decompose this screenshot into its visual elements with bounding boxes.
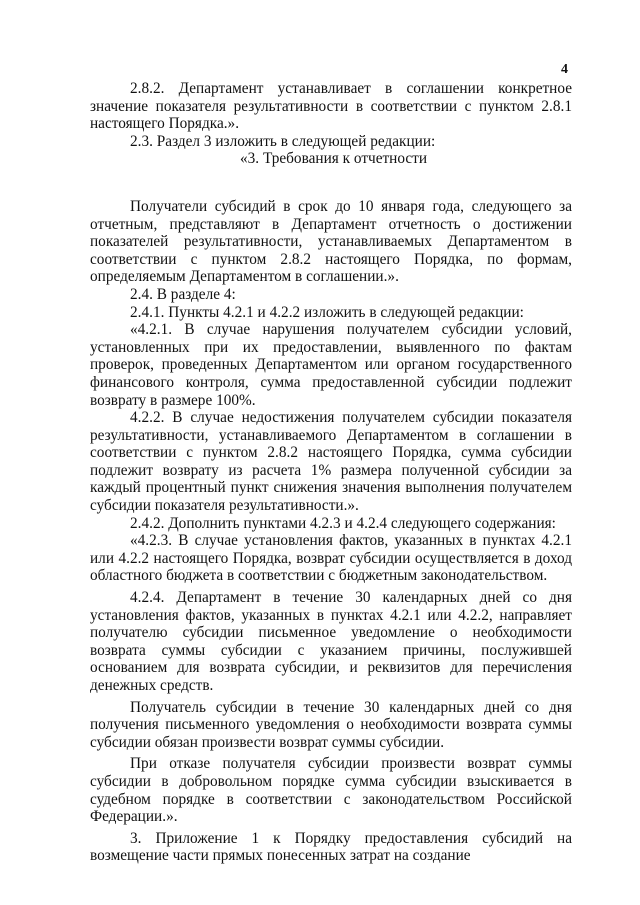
paragraph-2-8-2: 2.8.2. Департамент устанавливает в соглашении конкретное значение показателя результативности в соответствии с пунктом 2.8.1 настоящего Порядка.». — [90, 80, 572, 133]
paragraph-2-3: 2.3. Раздел 3 изложить в следующей редакции: — [130, 132, 436, 150]
paragraph-reporting: Получатели субсидий в срок до 10 января года, следующего за отчетным, представляют в Департамент отчетность о достижении показателей результативности, устанавливаемых Департаментом в соответствии с пунктом 2.8.2 настоящего Порядка, по формам, определяемым Департаментом в соглашении.». — [90, 197, 572, 286]
document-body — [90, 80, 572, 865]
paragraph-4-2-2: 4.2.2. В случае недостижения получателем субсидии показателя результативности, устанавливаемого Департаментом в соглашении в соответствии с пунктом 2.8.2 настоящего Порядка, сумма субсидии подлежит возврату из расчета 1% размера полученной субсидии за каждый процентный пункт снижения значения выполнения получателем субсидии показателя результативности.». — [90, 409, 572, 515]
paragraph-4-2-4: 4.2.4. Департамент в течение 30 календарных дней со дня установления фактов, указанных в пунктах 4.2.1 или 4.2.2, направляет получателю субсидии письменное уведомление о необходимости возврата суммы субсидии с указанием причины, послужившей основанием для возврата субсидии, и реквизитов для перечисления денежных средств. — [90, 589, 572, 694]
paragraph-recipient-return: Получатель субсидии в течение 30 календарных дней со дня получения письменного уведомления о необходимости возврата суммы субсидии обязан произвести возврат суммы субсидии. — [90, 698, 572, 751]
paragraph-refusal: При отказе получателя субсидии произвести возврат суммы субсидии в добровольном порядке сумма субсидии взыскивается в судебном порядке в соответствии с законодательством Российской Федерации.». — [90, 755, 572, 826]
page-number: 4 — [561, 62, 568, 77]
paragraph-4-2-3: «4.2.3. В случае установления фактов, указанных в пунктах 4.2.1 или 4.2.2 настоящего Порядка, возврат субсидии осуществляется в доход областного бюджета в соответствии с бюджетным законодательством. — [90, 532, 572, 585]
paragraph-4-2-1: «4.2.1. В случае нарушения получателем субсидии условий, установленных при их предоставлении, выявленного по фактам проверок, проведенных Департаментом или органом государственного финансового контроля, сумма предоставленной субсидии подлежит возврату в размере 100%. — [90, 321, 572, 409]
paragraph-2-4-2: 2.4.2. Дополнить пунктами 4.2.3 и 4.2.4 следующего содержания: — [130, 514, 556, 532]
section-3-heading: «3. Требования к отчетности — [240, 150, 428, 168]
paragraph-2-4-1: 2.4.1. Пункты 4.2.1 и 4.2.2 изложить в следующей редакции: — [130, 303, 524, 321]
paragraph-2-4: 2.4. В разделе 4: — [130, 285, 236, 303]
paragraph-3-appendix: 3. Приложение 1 к Порядку предоставления субсидий на возмещение части прямых понесенных затрат на создание — [90, 829, 572, 865]
